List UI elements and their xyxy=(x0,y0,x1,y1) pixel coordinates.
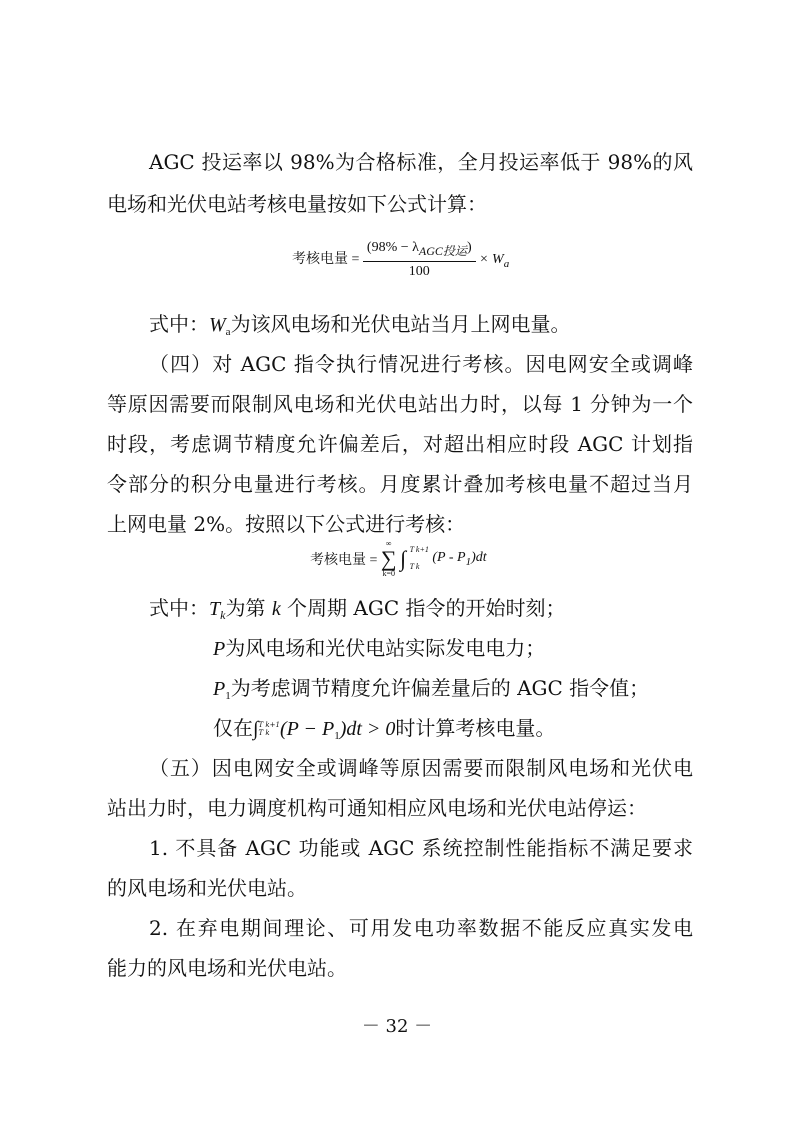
section-four-line-5: 上网电量 2%。按照以下公式进行考核： xyxy=(107,512,466,536)
item-two-line-1: 2. 在弃电期间理论、可用发电功率数据不能反应真实发电 xyxy=(149,916,693,940)
paragraph-agc-rate-line-2: 电场和光伏电站考核电量按如下公式计算： xyxy=(107,192,487,216)
section-four-line-1: （四）对 AGC 指令执行情况进行考核。因电网安全或调峰 xyxy=(149,352,693,376)
item-one-line-1: 1. 不具备 AGC 功能或 AGC 系统控制性能指标不满足要求 xyxy=(149,836,693,860)
formula-2-lhs: 考核电量 = xyxy=(310,553,378,568)
section-five-line-1: （五）因电网安全或调峰等原因需要而限制风电场和光伏电 xyxy=(149,756,693,780)
definition-p1: $P_1$为考虑调节精度允许偏差量后的 AGC 指令值； xyxy=(213,676,650,702)
definition-wa: 式中：$W_a$为该风电场和光伏电站当月上网电量。 xyxy=(149,312,571,338)
paragraph-agc-rate-line-1: AGC 投运率以 98%为合格标准，全月投运率低于 98%的风 xyxy=(149,150,693,174)
formula-2-integral-limits: T k+1 T k xyxy=(409,545,429,571)
formula-1-lhs: 考核电量 = xyxy=(292,252,360,268)
formula-1-fraction xyxy=(363,240,476,280)
definition-p: P为风电场和光伏电站实际发电电力； xyxy=(213,636,546,660)
formula-1-multiplier: × $W_a$ xyxy=(479,252,510,271)
formula-2-integral-sign: ∫ xyxy=(400,546,407,571)
formula-1-numerator: (98% − λAGC投运) xyxy=(363,240,476,262)
formula-agc-assessment xyxy=(292,240,509,280)
section-four-line-2: 等原因需要而限制风电场和光伏电站出力时，以每 1 分钟为一个 xyxy=(107,392,693,416)
item-one-line-2: 的风电场和光伏电站。 xyxy=(107,876,307,900)
formula-2-integrand: $(P - P_1)dt$ xyxy=(432,550,487,568)
page-number: － 32 － xyxy=(361,1016,433,1037)
condition-integral-positive: 仅在∫ T k+1 T k $(P - P_1)dt > 0$时计算考核电量。 xyxy=(213,716,556,742)
section-four-line-4: 令部分的积分电量进行考核。月度累计叠加考核电量不超过当月 xyxy=(107,472,693,496)
section-four-line-3: 时段，考虑调节精度允许偏差后，对超出相应时段 AGC 计划指 xyxy=(107,432,693,456)
formula-2-sum: ∞ ∑ k=0 xyxy=(380,539,397,578)
section-five-line-2: 站出力时，电力调度机构可通知相应风电场和光伏电站停运： xyxy=(107,796,647,820)
formula-1-denominator: 100 xyxy=(408,264,430,279)
item-two-line-2: 能力的风电场和光伏电站。 xyxy=(107,956,347,980)
definition-tk: 式中：$T_k$为第 k 个周期 AGC 指令的开始时刻； xyxy=(149,596,566,622)
formula-integral-assessment xyxy=(310,540,487,578)
